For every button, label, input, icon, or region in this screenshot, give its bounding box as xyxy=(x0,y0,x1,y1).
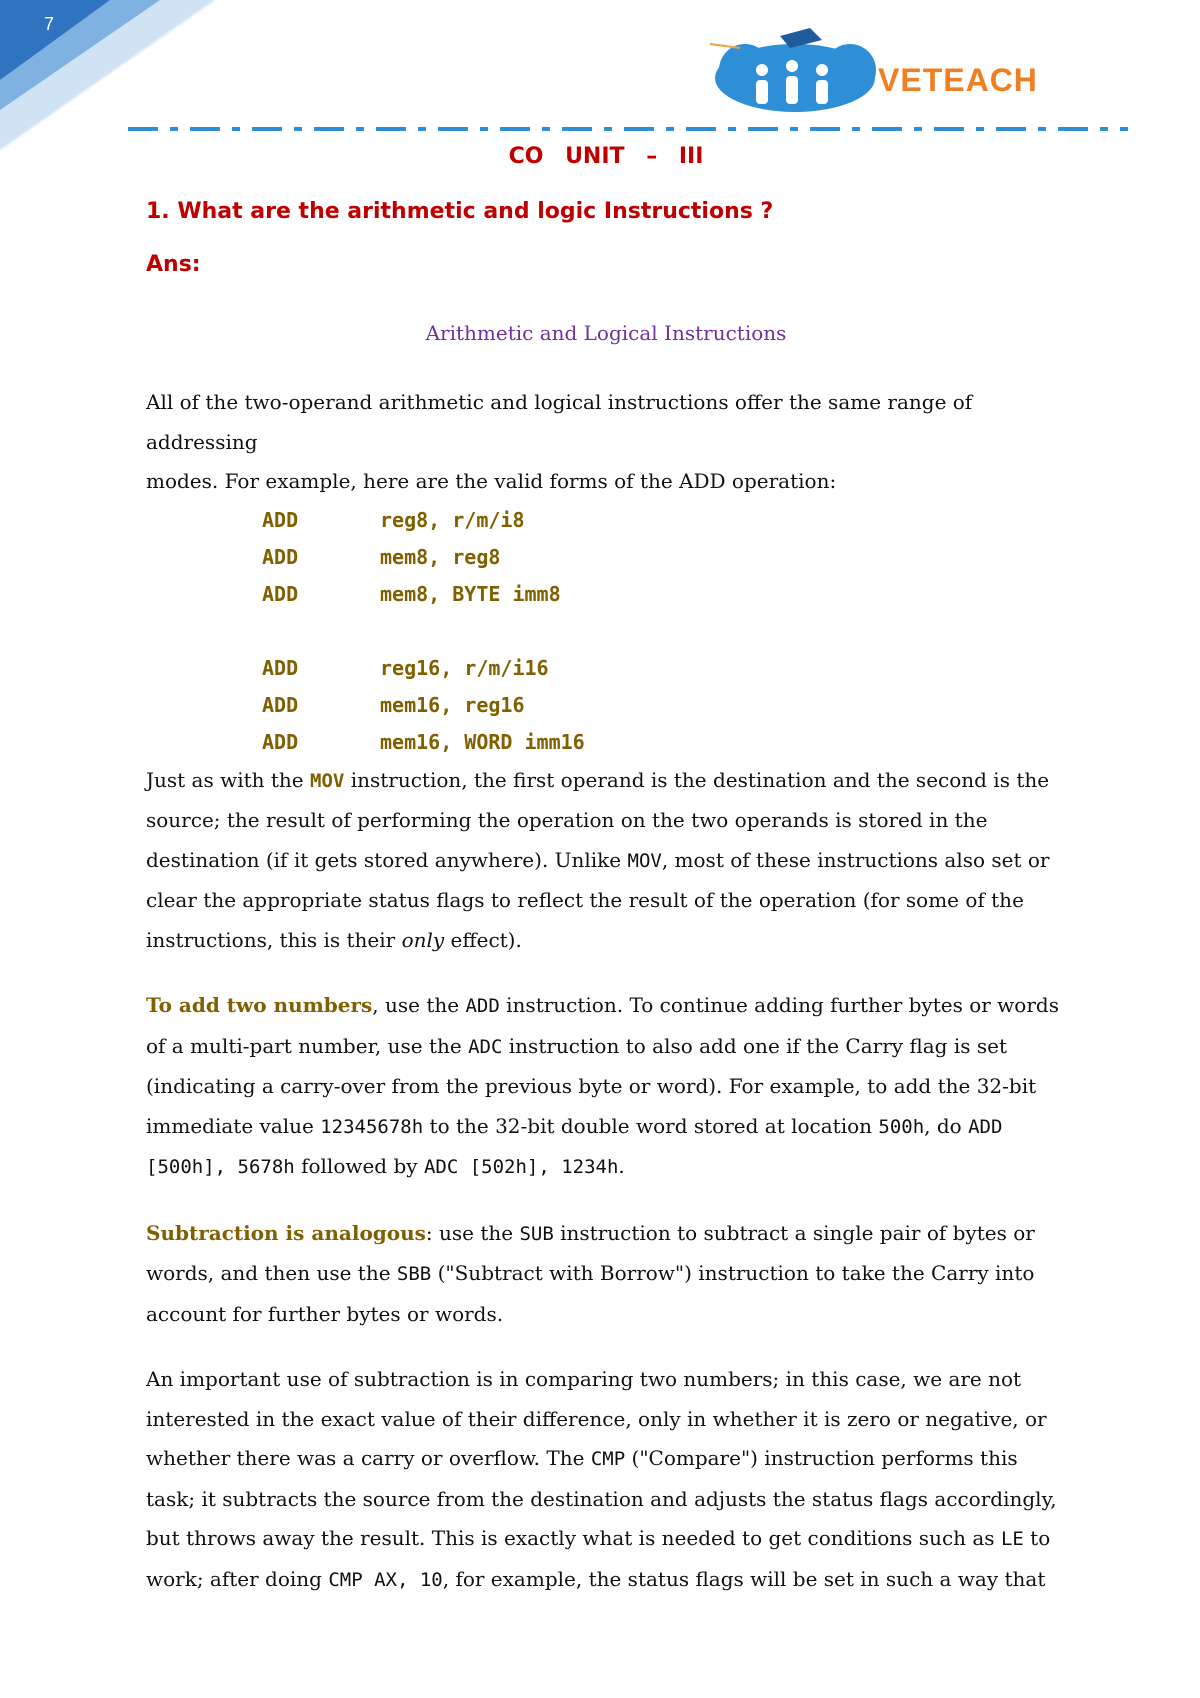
code-cmp-example: CMP AX, 10 xyxy=(328,1568,443,1591)
code-args: mem8, BYTE imm8 xyxy=(380,581,561,606)
code-line xyxy=(262,724,1066,761)
corner-decoration xyxy=(0,0,220,160)
code-op: ADD xyxy=(262,507,299,532)
logo-text: VETEACH xyxy=(878,62,1038,98)
text: instruction to also add one if the Carry flag is set (indicating a carry-over from the previous byte or word). For example, to add the 32-bit immediate value xyxy=(146,1033,1037,1138)
add-lead: To add two numbers xyxy=(146,993,373,1017)
code-op: ADD xyxy=(262,581,299,606)
code-add: ADD xyxy=(465,995,500,1017)
unit-title: CO UNIT – III xyxy=(508,144,704,169)
text: instruction. To continue adding further bytes or words of a multi-part number, use the xyxy=(146,993,1059,1058)
code-adc: ADC xyxy=(468,1035,503,1058)
page-number: 7 xyxy=(44,14,55,34)
code-args: reg16, r/m/i16 xyxy=(380,655,549,680)
code-line xyxy=(262,502,1066,539)
code-op: ADD xyxy=(262,544,299,569)
code-value: 12345678h xyxy=(320,1115,424,1138)
text: to the 32-bit double word stored at location xyxy=(423,1113,879,1138)
code-line xyxy=(262,687,1066,724)
text: followed by xyxy=(294,1154,424,1178)
text: , most of these instructions also set or clear the appropriate status flags to reflect the result of the operation (for some of the instructions, this is their xyxy=(146,847,1050,952)
text: effect). xyxy=(444,927,522,952)
sub-paragraph xyxy=(146,1214,1066,1335)
code-line xyxy=(262,539,1066,576)
code-line xyxy=(262,650,1066,687)
sub-lead: Subtraction is analogous xyxy=(146,1220,426,1245)
cmp-paragraph xyxy=(146,1360,1066,1600)
intro-line-1: All of the two-operand arithmetic and logical instructions offer the same range of addressing xyxy=(146,390,973,454)
code-op: ADD xyxy=(262,729,299,754)
section-title: Arithmetic and Logical Instructions xyxy=(425,321,787,345)
header-divider xyxy=(128,125,1128,133)
intro-line-2: modes. For example, here are the valid forms of the ADD operation: xyxy=(146,469,837,493)
text: ("Compare") instruction performs this task; it subtracts the source from the destination and adjusts the status flags accordingly, but throws away the result. This is exactly what is needed to get conditions such as xyxy=(146,1446,1057,1550)
code-op: ADD xyxy=(262,655,299,680)
code-address: 500h xyxy=(878,1115,925,1138)
text: , use the xyxy=(372,993,466,1017)
text: , do xyxy=(924,1113,969,1138)
code-blank-line xyxy=(262,613,1066,650)
code-add-example: ADD [500h], 5678h xyxy=(146,1115,1003,1178)
emphasis-only: only xyxy=(401,927,445,952)
mov-code: MOV xyxy=(310,769,345,792)
code-sbb: SBB xyxy=(396,1263,432,1285)
text: instruction to subtract a single pair of bytes or words, and then use the xyxy=(146,1220,1035,1285)
text: ("Subtract with Borrow") instruction to take the Carry into account for further bytes or words. xyxy=(146,1261,1035,1326)
text: Just as with the xyxy=(146,767,311,792)
text: , for example, the status flags will be set in such a way that xyxy=(442,1566,1046,1591)
document-body xyxy=(146,140,1066,1600)
code-adc-example: ADC [502h], 1234h xyxy=(423,1156,619,1178)
text: to work; after doing xyxy=(146,1526,1051,1591)
mov-code-2: MOV xyxy=(627,849,662,872)
mov-paragraph xyxy=(146,761,1066,961)
intro-paragraph xyxy=(146,383,1066,502)
question-heading: 1. What are the arithmetic and logic Instructions ? xyxy=(146,199,774,224)
code-args: mem8, reg8 xyxy=(380,544,501,569)
add-paragraph xyxy=(146,986,1066,1188)
text: An important use of subtraction is in comparing two numbers; in this case, we are not interested in the exact value of their difference, only in whether it is zero or negative, or whether there was a carry or overflow. The xyxy=(146,1367,1047,1470)
answer-label: Ans: xyxy=(146,252,201,277)
code-args: mem16, WORD imm16 xyxy=(380,729,585,754)
text: instruction, the first operand is the destination and the second is the source; the result of performing the operation on the two operands is stored in the destination (if it gets stored anywhere). Unlike xyxy=(146,767,1050,872)
code-args: mem16, reg16 xyxy=(380,692,525,717)
code-le: LE xyxy=(1000,1528,1024,1550)
code-op: ADD xyxy=(262,692,299,717)
text: . xyxy=(618,1154,625,1178)
code-cmp: CMP xyxy=(590,1448,626,1470)
code-line xyxy=(262,576,1066,613)
code-args: reg8, r/m/i8 xyxy=(380,507,525,532)
code-listing xyxy=(146,502,1066,761)
code-sub: SUB xyxy=(519,1222,554,1245)
text: : use the xyxy=(425,1220,520,1245)
